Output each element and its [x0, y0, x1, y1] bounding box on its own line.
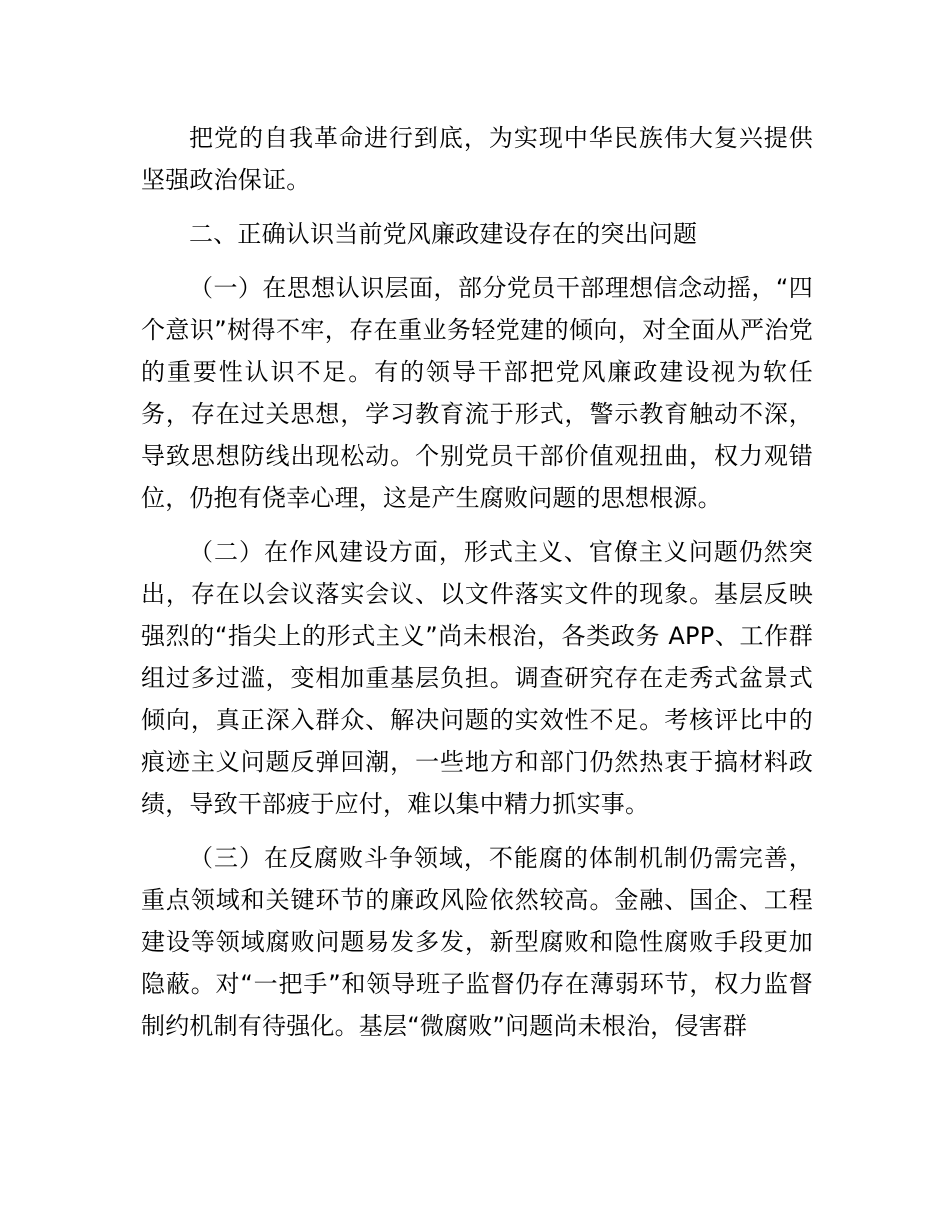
paragraph-intro-continuation: 把党的自我革命进行到底，为实现中华民族伟大复兴提供坚强政治保证。: [141, 124, 813, 194]
paragraph-point-two: （二）在作风建设方面，形式主义、官僚主义问题仍然突出，存在以会议落实会议、以文件落实文件的现象。基层反映强烈的“指尖上的形式主义”尚未根治，各类政务 APP、工作群组过多过滥，变相加重基层负担。调查研究存在走秀式盆景式倾向，真正深入群众、解决问题的实效性不足。考核评比中的痕迹主义问题反弹回潮，一些地方和部门仍然热衷于搞材料政绩，导致干部疲于应付，难以集中精力抓实事。: [141, 538, 813, 818]
document-body: [141, 117, 813, 1047]
paragraph-point-three: （三）在反腐败斗争领域，不能腐的体制机制仍需完善，重点领域和关键环节的廉政风险依然较高。金融、国企、工程建设等领域腐败问题易发多发，新型腐败和隐性腐败手段更加隐蔽。对“一把手”和领导班子监督仍存在薄弱环节，权力监督制约机制有待强化。基层“微腐败”问题尚未根治，侵害群: [141, 844, 813, 1040]
section-heading-two: 二、正确认识当前党风廉政建设存在的突出问题: [189, 220, 698, 248]
paragraph-point-one: （一）在思想认识层面，部分党员干部理想信念动摇，“四个意识”树得不牢，存在重业务轻党建的倾向，对全面从严治党的重要性认识不足。有的领导干部把党风廉政建设视为软任务，存在过关思想，学习教育流于形式，警示教育触动不深，导致思想防线出现松动。个别党员干部价值观扭曲，权力观错位，仍抱有侥幸心理，这是产生腐败问题的思想根源。: [141, 274, 813, 512]
